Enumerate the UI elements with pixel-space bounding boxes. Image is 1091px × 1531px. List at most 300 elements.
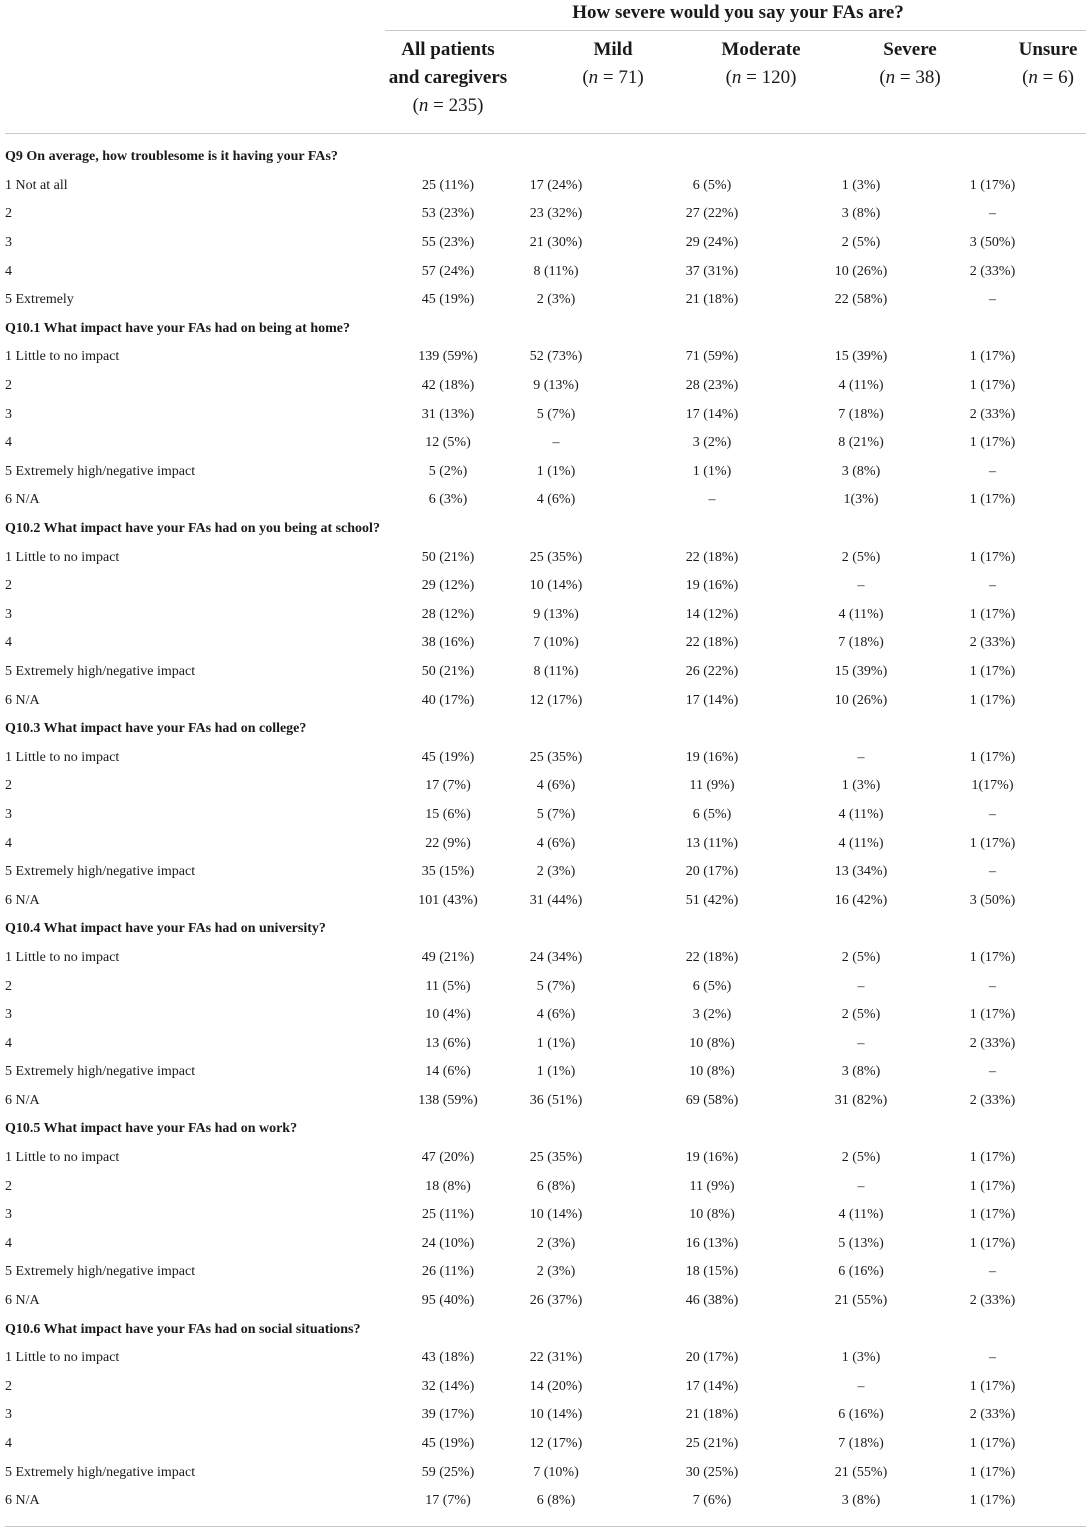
table-cell: 18 (8%) <box>425 1178 471 1194</box>
column-header-mild <box>543 36 683 92</box>
table-cell: 23 (32%) <box>529 206 583 222</box>
table-cell: 25 (35%) <box>529 749 583 765</box>
table-cell: 25 (21%) <box>685 1436 739 1452</box>
row-label: 4 <box>5 835 12 851</box>
table-cell: 59 (25%) <box>421 1464 475 1480</box>
table-cell: – <box>989 806 996 822</box>
table-row <box>5 743 1086 772</box>
table-cell: 19 (16%) <box>685 1150 739 1166</box>
table-cell: 1 (17%) <box>969 663 1016 679</box>
table-row <box>5 1401 1086 1430</box>
table-cell: 1 (17%) <box>969 749 1016 765</box>
column-header-n: (n = 38) <box>879 67 941 88</box>
table-cell: 138 (59%) <box>418 1092 478 1108</box>
row-label: 3 <box>5 406 12 422</box>
table-cell: 7 (18%) <box>838 635 884 651</box>
table-cell: 101 (43%) <box>418 892 478 908</box>
table-cell: 1 (1%) <box>536 1064 576 1080</box>
table-cell: 3 (2%) <box>692 435 732 451</box>
row-label: 5 Extremely high/negative impact <box>5 1264 196 1280</box>
table-cell: 10 (8%) <box>689 1035 735 1051</box>
table-row <box>5 944 1086 973</box>
table-cell: 42 (18%) <box>421 378 475 394</box>
table-cell: 1 (17%) <box>969 1207 1016 1223</box>
table-cell: 6 (3%) <box>428 492 468 508</box>
table-cell: 1 (17%) <box>969 1235 1016 1251</box>
table-row <box>5 1001 1086 1030</box>
table-cell: 9 (13%) <box>533 606 579 622</box>
table-row <box>5 172 1086 201</box>
row-label: 3 <box>5 1007 12 1023</box>
table-cell: 3 (8%) <box>841 1493 881 1509</box>
table-cell: – <box>989 578 996 594</box>
table-cell: 57 (24%) <box>421 263 475 279</box>
row-label: 6 N/A <box>5 492 40 508</box>
table-cell: 1 (17%) <box>969 949 1016 965</box>
row-label: 6 N/A <box>5 1493 40 1509</box>
table-cell: 22 (9%) <box>425 835 471 851</box>
row-label: 4 <box>5 1235 12 1251</box>
table-cell: 6 (8%) <box>536 1178 576 1194</box>
table-cell: 22 (18%) <box>685 635 739 651</box>
table-cell: 1 (17%) <box>969 1150 1016 1166</box>
column-header-all <box>385 36 511 120</box>
row-label: 2 <box>5 578 12 594</box>
row-label: 2 <box>5 1378 12 1394</box>
table-row <box>5 1144 1086 1173</box>
row-label: 1 Little to no impact <box>5 549 120 565</box>
table-cell: 39 (17%) <box>421 1407 475 1423</box>
table-cell: 2 (5%) <box>841 549 881 565</box>
table-cell: 19 (16%) <box>685 749 739 765</box>
table-cell: – <box>857 749 865 765</box>
table-cell: 9 (13%) <box>533 378 579 394</box>
column-header-n: (n = 71) <box>582 67 644 88</box>
row-label: 1 Little to no impact <box>5 1350 120 1366</box>
table-cell: 10 (26%) <box>834 692 888 708</box>
table-row <box>5 1201 1086 1230</box>
table-row <box>5 1029 1086 1058</box>
table-cell: 16 (13%) <box>685 1235 739 1251</box>
table-cell: 27 (22%) <box>685 206 739 222</box>
table-cell: – <box>989 1064 996 1080</box>
column-header-n: (n = 120) <box>725 67 797 88</box>
table-cell: 43 (18%) <box>421 1350 475 1366</box>
table-cell: 3 (8%) <box>841 463 881 479</box>
table-cell: 14 (12%) <box>685 606 739 622</box>
column-header-name: Unsure <box>1018 39 1078 60</box>
table-cell: 1 (17%) <box>969 1436 1016 1452</box>
table-cell: 7 (10%) <box>533 1464 579 1480</box>
table-cell: 25 (35%) <box>529 549 583 565</box>
table-cell: 47 (20%) <box>421 1150 475 1166</box>
table-cell: 1 (17%) <box>969 349 1016 365</box>
table-cell: 49 (21%) <box>421 949 475 965</box>
table-cell: 46 (38%) <box>685 1293 739 1309</box>
table-cell: 10 (8%) <box>689 1207 735 1223</box>
table-cell: 45 (19%) <box>421 292 475 308</box>
header-rule <box>5 133 1086 134</box>
table-cell: 16 (42%) <box>834 892 888 908</box>
table-cell: 31 (13%) <box>421 406 475 422</box>
table-cell: 1 (17%) <box>969 692 1016 708</box>
row-label: 5 Extremely high/negative impact <box>5 663 196 679</box>
row-label: 1 Little to no impact <box>5 749 120 765</box>
table-row <box>5 972 1086 1001</box>
table-cell: 71 (59%) <box>685 349 739 365</box>
table-row <box>5 1430 1086 1459</box>
table-cell: 35 (15%) <box>421 864 475 880</box>
column-header-name: Moderate <box>721 39 801 60</box>
table-cell: 10 (4%) <box>425 1007 471 1023</box>
table-cell: 29 (24%) <box>685 235 739 251</box>
table-cell: 1 (17%) <box>969 1493 1016 1509</box>
table-cell: 1 (17%) <box>969 435 1016 451</box>
table-cell: 1 (17%) <box>969 1007 1016 1023</box>
table-cell: 5 (2%) <box>428 463 468 479</box>
table-cell: 1 (17%) <box>969 378 1016 394</box>
column-header-unsure <box>1005 36 1091 92</box>
table-cell: 4 (6%) <box>536 492 576 508</box>
table-cell: – <box>857 578 865 594</box>
table-cell: 2 (5%) <box>841 235 881 251</box>
table-cell: 45 (19%) <box>421 749 475 765</box>
table-cell: 26 (37%) <box>529 1293 583 1309</box>
table-cell: 7 (18%) <box>838 1436 884 1452</box>
row-label: 2 <box>5 778 12 794</box>
table-cell: 3 (50%) <box>969 235 1016 251</box>
table-row <box>5 601 1086 630</box>
table-cell: 17 (14%) <box>685 692 739 708</box>
row-label: 6 N/A <box>5 1293 40 1309</box>
table-row <box>5 543 1086 572</box>
table-cell: 26 (22%) <box>685 663 739 679</box>
table-cell: 4 (11%) <box>838 606 884 622</box>
table-cell: 40 (17%) <box>421 692 475 708</box>
table-cell: 1 (17%) <box>969 1178 1016 1194</box>
table-row <box>5 372 1086 401</box>
table-cell: – <box>989 864 996 880</box>
table-cell: 28 (23%) <box>685 378 739 394</box>
table-cell: 32 (14%) <box>421 1378 475 1394</box>
table-cell: 139 (59%) <box>418 349 478 365</box>
table-cell: – <box>989 1350 996 1366</box>
column-header-name: Severe <box>883 39 937 60</box>
row-label: 4 <box>5 1436 12 1452</box>
table-cell: 6 (16%) <box>838 1264 884 1280</box>
table-row <box>5 257 1086 286</box>
table-cell: 2 (33%) <box>969 635 1016 651</box>
table-cell: 15 (39%) <box>834 349 888 365</box>
table-row <box>5 400 1086 429</box>
column-header-name: Mild <box>593 39 633 60</box>
table-cell: 22 (31%) <box>529 1350 583 1366</box>
table-cell: 10 (14%) <box>529 1407 583 1423</box>
table-cell: 7 (6%) <box>692 1493 732 1509</box>
table-cell: 25 (11%) <box>422 1207 474 1223</box>
table-cell: 17 (14%) <box>685 406 739 422</box>
table-cell: 13 (11%) <box>686 835 738 851</box>
section-title: Q10.6 What impact have your FAs had on social situations? <box>5 1321 361 1337</box>
table-cell: 21 (30%) <box>529 235 583 251</box>
row-label: 1 Little to no impact <box>5 949 120 965</box>
table-cell: – <box>989 206 996 222</box>
table-cell: 1 (1%) <box>536 1035 576 1051</box>
table-cell: 2 (5%) <box>841 1150 881 1166</box>
bottom-rule <box>5 1526 1086 1527</box>
table-cell: – <box>552 435 560 451</box>
table-cell: 10 (8%) <box>689 1064 735 1080</box>
table-row <box>5 686 1086 715</box>
table-row <box>5 658 1086 687</box>
table-row <box>5 1230 1086 1259</box>
table-cell: 8 (11%) <box>533 663 579 679</box>
table-cell: 31 (44%) <box>529 892 583 908</box>
table-cell: 1 (17%) <box>969 835 1016 851</box>
row-label: 3 <box>5 1207 12 1223</box>
table-cell: 17 (7%) <box>425 778 471 794</box>
row-label: 5 Extremely high/negative impact <box>5 864 196 880</box>
table-cell: 15 (39%) <box>834 663 888 679</box>
table-row <box>5 286 1086 315</box>
table-cell: 6 (8%) <box>536 1493 576 1509</box>
table-row <box>5 1458 1086 1487</box>
table-row <box>5 200 1086 229</box>
table-row <box>5 458 1086 487</box>
table-cell: 13 (34%) <box>834 864 888 880</box>
table-cell: 10 (14%) <box>529 1207 583 1223</box>
table-cell: 36 (51%) <box>529 1092 583 1108</box>
table-cell: 5 (7%) <box>536 978 576 994</box>
table-cell: 6 (5%) <box>692 978 732 994</box>
table-cell: 25 (11%) <box>422 177 474 193</box>
table-cell: 5 (7%) <box>536 406 576 422</box>
table-cell: 51 (42%) <box>685 892 739 908</box>
table-cell: 5 (7%) <box>536 806 576 822</box>
section-header-row <box>5 915 1086 944</box>
table-cell: 2 (3%) <box>536 292 576 308</box>
table-cell: 4 (11%) <box>838 378 884 394</box>
table-cell: 55 (23%) <box>421 235 475 251</box>
table-cell: 4 (11%) <box>838 835 884 851</box>
table-cell: 2 (5%) <box>841 1007 881 1023</box>
table-cell: 38 (16%) <box>421 635 475 651</box>
row-label: 1 Not at all <box>5 177 68 193</box>
table-cell: 3 (50%) <box>969 892 1016 908</box>
row-label: 5 Extremely high/negative impact <box>5 1464 196 1480</box>
section-title: Q10.2 What impact have your FAs had on you being at school? <box>5 521 380 537</box>
table-row <box>5 343 1086 372</box>
section-header-row <box>5 315 1086 344</box>
table-row <box>5 229 1086 258</box>
table-cell: 37 (31%) <box>685 263 739 279</box>
table-cell: 12 (17%) <box>529 692 583 708</box>
row-label: 3 <box>5 1407 12 1423</box>
table-cell: – <box>989 463 996 479</box>
table-cell: 29 (12%) <box>421 578 475 594</box>
row-label: 5 Extremely high/negative impact <box>5 463 196 479</box>
row-label: 4 <box>5 435 12 451</box>
table-row <box>5 1344 1086 1373</box>
table-cell: 2 (33%) <box>969 263 1016 279</box>
table-cell: 21 (18%) <box>685 1407 739 1423</box>
table-cell: 24 (34%) <box>529 949 583 965</box>
table-cell: 2 (33%) <box>969 406 1016 422</box>
table-cell: 1 (17%) <box>969 549 1016 565</box>
table-cell: 12 (5%) <box>425 435 471 451</box>
section-header-row <box>5 715 1086 744</box>
table-cell: 4 (6%) <box>536 1007 576 1023</box>
table-cell: 4 (11%) <box>838 806 884 822</box>
row-label: 4 <box>5 635 12 651</box>
table-row <box>5 1058 1086 1087</box>
column-header-name: and caregivers <box>388 67 508 88</box>
spanner-rule <box>385 30 1086 31</box>
table-cell: 69 (58%) <box>685 1092 739 1108</box>
table-cell: 4 (11%) <box>838 1207 884 1223</box>
table-cell: – <box>857 978 865 994</box>
row-label: 6 N/A <box>5 692 40 708</box>
table-row <box>5 629 1086 658</box>
table-cell: 1 (17%) <box>969 492 1016 508</box>
table-cell: 14 (6%) <box>425 1064 471 1080</box>
row-label: 1 Little to no impact <box>5 349 120 365</box>
table-cell: – <box>989 292 996 308</box>
table-cell: 11 (5%) <box>425 978 471 994</box>
table-cell: 2 (33%) <box>969 1293 1016 1309</box>
table-row <box>5 1172 1086 1201</box>
table-cell: 6 (16%) <box>838 1407 884 1423</box>
table-cell: – <box>857 1378 865 1394</box>
table-cell: 5 (13%) <box>838 1235 884 1251</box>
table-cell: 22 (18%) <box>685 549 739 565</box>
row-label: 5 Extremely <box>5 292 74 308</box>
table-cell: 7 (18%) <box>838 406 884 422</box>
table-cell: 28 (12%) <box>421 606 475 622</box>
table-cell: 2 (5%) <box>841 949 881 965</box>
table-cell: 4 (6%) <box>536 835 576 851</box>
row-label: 1 Little to no impact <box>5 1150 120 1166</box>
table-cell: 21 (18%) <box>685 292 739 308</box>
section-header-row <box>5 515 1086 544</box>
row-label: 6 N/A <box>5 1092 40 1108</box>
table-row <box>5 1373 1086 1402</box>
row-label: 4 <box>5 1035 12 1051</box>
table-cell: 20 (17%) <box>685 1350 739 1366</box>
row-label: 2 <box>5 378 12 394</box>
table-cell: 1(17%) <box>971 778 1014 794</box>
spanner-header: How severe would you say your FAs are? <box>572 2 904 23</box>
table-cell: 17 (14%) <box>685 1378 739 1394</box>
table-cell: 1 (3%) <box>841 177 881 193</box>
table-row <box>5 801 1086 830</box>
row-label: 5 Extremely high/negative impact <box>5 1064 196 1080</box>
table-cell: 25 (35%) <box>529 1150 583 1166</box>
table-cell: 18 (15%) <box>685 1264 739 1280</box>
table-cell: 50 (21%) <box>421 663 475 679</box>
table-cell: 2 (3%) <box>536 1235 576 1251</box>
section-title: Q10.1 What impact have your FAs had on being at home? <box>5 320 350 336</box>
table-cell: 1 (17%) <box>969 177 1016 193</box>
table-cell: 6 (5%) <box>692 806 732 822</box>
table-cell: 2 (3%) <box>536 1264 576 1280</box>
section-title: Q10.4 What impact have your FAs had on university? <box>5 921 326 937</box>
table-cell: 1 (1%) <box>692 463 732 479</box>
table-cell: 1 (3%) <box>841 778 881 794</box>
table-row <box>5 486 1086 515</box>
table-cell: 8 (11%) <box>533 263 579 279</box>
table-cell: 11 (9%) <box>689 1178 735 1194</box>
table-cell: 30 (25%) <box>685 1464 739 1480</box>
table-cell: 50 (21%) <box>421 549 475 565</box>
column-header-n: (n = 235) <box>412 95 484 116</box>
table-cell: 3 (8%) <box>841 206 881 222</box>
table-cell: 1 (17%) <box>969 606 1016 622</box>
table-cell: – <box>857 1178 865 1194</box>
table-cell: 2 (3%) <box>536 864 576 880</box>
table-cell: 17 (24%) <box>529 177 583 193</box>
table-cell: 6 (5%) <box>692 177 732 193</box>
table-row <box>5 1287 1086 1316</box>
column-header-n: (n = 6) <box>1022 67 1074 88</box>
table-row <box>5 829 1086 858</box>
table-cell: 1 (17%) <box>969 1464 1016 1480</box>
table-row <box>5 1487 1086 1516</box>
table-row <box>5 429 1086 458</box>
section-header-row <box>5 1115 1086 1144</box>
table-cell: – <box>708 492 716 508</box>
table-cell: 95 (40%) <box>421 1293 475 1309</box>
row-label: 3 <box>5 806 12 822</box>
table-cell: 7 (10%) <box>533 635 579 651</box>
table-cell: 14 (20%) <box>529 1378 583 1394</box>
section-title: Q10.3 What impact have your FAs had on college? <box>5 721 307 737</box>
table-cell: 21 (55%) <box>834 1293 888 1309</box>
row-label: 3 <box>5 606 12 622</box>
row-label: 3 <box>5 235 12 251</box>
table-cell: 22 (18%) <box>685 949 739 965</box>
section-title: Q10.5 What impact have your FAs had on work? <box>5 1121 298 1137</box>
table-cell: – <box>989 1264 996 1280</box>
table-cell: 8 (21%) <box>838 435 884 451</box>
table-cell: – <box>857 1035 865 1051</box>
table-row <box>5 858 1086 887</box>
table-cell: 26 (11%) <box>422 1264 474 1280</box>
table-body <box>5 143 1086 1516</box>
table-cell: 3 (8%) <box>841 1064 881 1080</box>
table-cell: 22 (58%) <box>834 292 888 308</box>
table-cell: 45 (19%) <box>421 1436 475 1452</box>
column-header-name: All patients <box>401 39 495 60</box>
table-cell: 4 (6%) <box>536 778 576 794</box>
table-cell: 20 (17%) <box>685 864 739 880</box>
section-title: Q9 On average, how troublesome is it having your FAs? <box>5 149 338 165</box>
row-label: 2 <box>5 1178 12 1194</box>
table-cell: 1 (1%) <box>536 463 576 479</box>
table-cell: 53 (23%) <box>421 206 475 222</box>
table-cell: 3 (2%) <box>692 1007 732 1023</box>
table-rows <box>5 143 1086 1516</box>
table-cell: – <box>989 978 996 994</box>
row-label: 2 <box>5 206 12 222</box>
table-cell: 13 (6%) <box>425 1035 471 1051</box>
table-cell: 17 (7%) <box>425 1493 471 1509</box>
section-header-row <box>5 143 1086 172</box>
table-cell: 2 (33%) <box>969 1407 1016 1423</box>
table-cell: 1 (3%) <box>841 1350 881 1366</box>
table-cell: 2 (33%) <box>969 1092 1016 1108</box>
table-row <box>5 1087 1086 1116</box>
